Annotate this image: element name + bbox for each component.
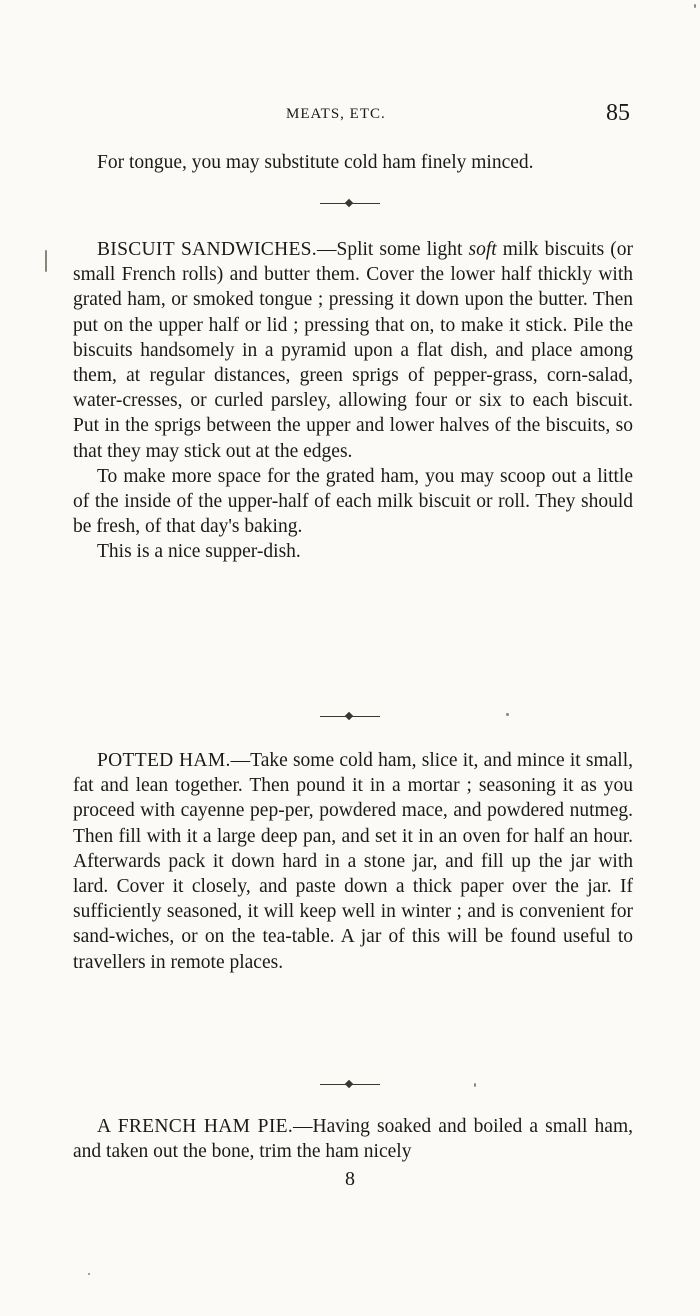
divider-ornament xyxy=(345,1080,353,1088)
running-head xyxy=(0,100,700,130)
paper-speck xyxy=(474,1083,476,1087)
biscuit-sandwiches-note: This is a nice supper-dish. xyxy=(97,541,301,563)
section-divider xyxy=(320,712,380,722)
french-ham-pie-heading: A FRENCH HAM PIE. xyxy=(97,1116,294,1137)
section-divider xyxy=(320,1080,380,1090)
biscuit-sandwiches-text-1: —Split some light xyxy=(316,239,469,260)
biscuit-sandwiches-text-2: milk biscuits (or small French rolls) and butter them. Cover the lower half thickly with grated ham, or smoked tongue ; pressing it down upon the butter. Then put on the upper half or lid ; pressing that on, to make it stick. Pile the biscuits handsomely in a pyramid upon a flat dish, and place among them, at regular distances, green sprigs of pepper-grass, corn-salad, water-cresses, or curled parsley, allowing four or six to each biscuit. Put in the sprigs between the upper and lower halves of the biscuits, so that they may stick out at the edges. xyxy=(73,239,634,462)
section-divider xyxy=(320,199,380,209)
paper-speck xyxy=(506,713,509,716)
potted-ham-heading: POTTED HAM. xyxy=(97,750,231,771)
potted-ham-section xyxy=(73,748,633,975)
biscuit-sandwiches-italic: soft xyxy=(468,239,497,260)
margin-mark xyxy=(45,250,47,272)
page-number: 85 xyxy=(606,100,630,126)
french-ham-pie-section xyxy=(73,1114,633,1164)
potted-ham-paragraph xyxy=(73,748,633,975)
paper-speck xyxy=(88,1273,90,1275)
potted-ham-text: —Take some cold ham, slice it, and mince it small, fat and lean together. Then pound it in a mortar ; seasoning it as you proceed with cayenne pep-per, powdered mace, and powdered nutmeg. Then fill with it a large deep pan, and set it in an oven for half an hour. Afterwards pack it down hard in a stone jar, and fill up the jar with lard. Cover it closely, and paste down a thick paper over the jar. If sufficiently seasoned, it will keep well in winter ; and is convenient for sand-wiches, or on the tea-table. A jar of this will be found useful to travellers in remote places. xyxy=(73,750,634,973)
running-title: MEATS, ETC. xyxy=(286,106,386,122)
intro-paragraph: For tongue, you may substitute cold ham finely minced. xyxy=(97,152,534,173)
biscuit-sandwiches-paragraph xyxy=(73,237,633,464)
biscuit-sandwiches-heading: BISCUIT SANDWICHES. xyxy=(97,239,317,260)
french-ham-pie-text: —Having soaked and boiled a small ham, and taken out the bone, trim the ham nicely xyxy=(73,1116,633,1163)
biscuit-sandwiches-tip: To make more space for the grated ham, you may scoop out a little of the inside of the upper-half of each milk biscuit or roll. They should be fresh, of that day's baking. xyxy=(73,465,633,538)
signature-mark: 8 xyxy=(345,1168,355,1190)
intro-section xyxy=(73,150,633,175)
divider-ornament xyxy=(345,712,353,720)
biscuit-sandwiches-section xyxy=(73,237,633,565)
french-ham-pie-paragraph xyxy=(73,1114,633,1164)
divider-ornament xyxy=(345,199,353,207)
paper-speck xyxy=(694,4,696,8)
